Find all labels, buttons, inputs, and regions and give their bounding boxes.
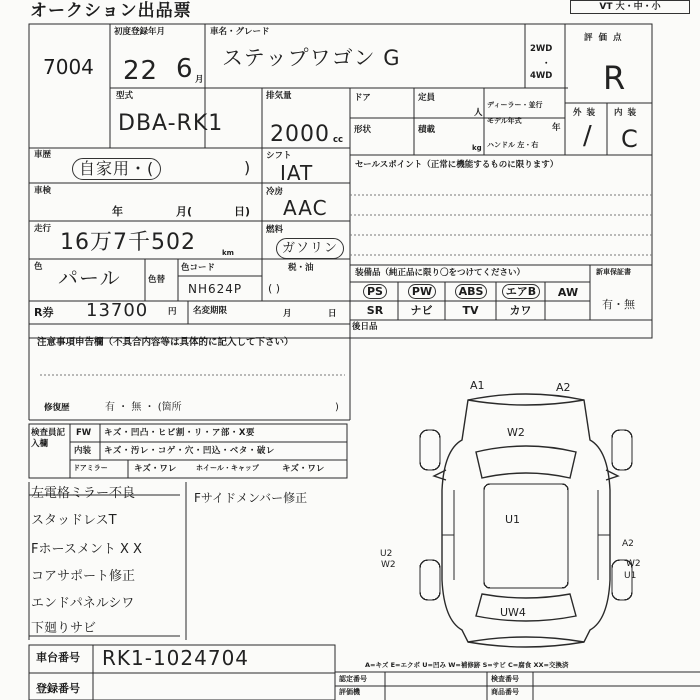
mark-w2-left: W2 [381,560,396,570]
sales-points-label: セールスポイント（正常に機能するものに限ります） [355,160,559,170]
name-change-month: 月 [283,309,292,319]
inspector-label: 検査員記入欄 [31,428,66,450]
new-car-warranty-label: 新車保証書 [596,268,631,276]
bottom-label-3: 検査番号 [491,675,519,683]
mileage-value: 16万7千502 [60,230,196,255]
r-ticket-value: 13700 [86,300,149,321]
color-label: 色 [34,262,43,272]
inspection-month: 月( [176,205,193,218]
note-line-5: エンドパネルシワ [31,596,135,611]
first-registration-month: 6 [176,54,194,84]
evaluation-score: R [603,59,627,97]
equip-sr: SR [366,304,384,317]
mark-w2-right: W2 [626,559,641,569]
new-car-warranty-value: 有・無 [602,298,635,311]
inspection-label: 車検 [34,186,52,196]
bottom-label-4: 商品番号 [491,688,519,696]
equip-airbag: エアB [499,286,543,297]
name-change-day: 日 [328,309,337,319]
tax-label: 税・油 [288,263,314,273]
inspection-year: 年 [112,205,123,218]
repair-history-label: 修復歴 [44,403,70,413]
displacement-unit: cc [333,135,344,145]
note-line-6: 下廻りサビ [31,621,97,636]
capacity-unit: 人 [474,108,483,118]
damage-legend: A=キズ E=エクボ U=凹み W=補修跡 S=サビ C=腐食 XX=交換済 [365,661,569,669]
interior-label: 内装 [614,108,642,118]
r-ticket-label: R券 [34,306,54,319]
car-name-label: 車名・グレード [210,27,270,37]
inspector-mirror-label: ドアミラー [73,464,108,472]
load-label: 積載 [418,125,436,135]
color-code-value: NH624P [188,282,243,296]
inspector-wheel-text: キズ・ワレ [282,464,325,474]
inspector-mirror-text: キズ・ワレ [134,464,177,474]
displacement-label: 排気量 [266,91,292,101]
month-suffix: 月 [195,75,204,85]
shape-label: 形状 [354,125,372,135]
mark-a2: A2 [556,381,571,394]
model-label: 型式 [116,91,134,101]
inspection-day: 日) [234,205,251,218]
vehicle-type-value: 自家用・( [72,158,161,180]
car-name-value: ステップワゴン G [222,46,401,70]
mark-u1-roof: U1 [505,513,521,526]
interior-score: C [621,125,639,153]
note-line-4: コアサポート修正 [31,569,136,584]
equipment-label: 装備品（純正品に限り〇をつけてください） [355,268,526,278]
note-line-2: スタッドレスT [31,513,117,528]
repair-history-close: ) [335,402,339,413]
load-unit: kg [472,144,482,152]
dealer-label: ディーラー・並行 [487,101,543,109]
door-label: ドア [354,93,371,103]
mileage-unit: km [222,249,234,257]
chassis-value: RK1-1024704 [102,646,250,670]
equip-leather: カワ [509,304,532,317]
mark-a1: A1 [470,379,485,392]
equip-ps: PS [357,286,393,297]
lot-number: 7004 [43,55,94,79]
exterior-label: 外装 [573,108,601,118]
equip-pw: PW [402,286,442,297]
displacement-value: 2000 [270,122,330,147]
note-line-1: 左電格ミラー不良 [31,486,136,501]
first-registration-year: 22 [123,56,159,86]
equip-aw: AW [557,286,579,299]
aircon-label: 冷房 [266,187,284,197]
tax-value: ( ) [268,282,281,295]
chassis-label: 車台番号 [36,651,80,664]
mileage-label: 走行 [34,224,52,234]
car-damage-diagram [398,380,654,650]
inspector-interior-label: 内装 [74,446,92,456]
color-value: パール [58,266,121,290]
color-code-label: 色コード [181,263,216,273]
rear-items-label: 後日品 [352,322,378,332]
model-year-label: モデル年式 [487,117,522,125]
note-line-3: Fホースメント X X [31,542,142,557]
fuel-value: ガソリン [276,238,344,259]
mark-a2-right: A2 [622,539,634,549]
inspector-wheel-label: ホイール・キャップ [196,464,259,472]
aircon-value: AAC [283,196,328,220]
vehicle-type-close: ) [244,158,252,177]
notes-label: 注意事項申告欄（不具合内容等は具体的に記入して下さい） [37,337,294,348]
model-value: DBA-RK1 [118,111,224,136]
r-ticket-unit: 円 [168,307,177,317]
mark-u1-right: U1 [624,571,637,581]
capacity-label: 定員 [418,93,436,103]
evaluation-label: 評価点 [584,33,628,43]
bottom-label-2: 評価機 [339,688,360,696]
drive-dot: ・ [542,59,551,69]
exterior-score: / [583,121,593,151]
bottom-label-1: 認定番号 [339,675,367,683]
sheet-title: オークション出品票 [30,1,192,21]
two-wd-label: 2WD [530,44,553,54]
equip-tv: TV [462,304,479,317]
note-right: Fサイドメンバー修正 [194,491,308,505]
vehicle-history-label: 車歴 [34,150,52,160]
inspector-fw-text: キズ・凹凸・ヒビ割・リ・ア部・X要 [104,428,255,438]
repair-history-options: 有 ・ 無 ・ (箇所 [105,402,182,413]
shift-value: IAT [280,161,314,185]
mark-uw4: UW4 [500,606,526,619]
inspector-interior-text: キズ・汚レ・コゲ・穴・凹込・ベタ・破レ [104,446,275,456]
registration-label: 登録番号 [36,682,80,695]
name-change-label: 名変期限 [193,306,228,316]
equip-navi: ナビ [410,304,433,317]
mark-u2-left: U2 [380,549,393,559]
size-class-box: VT 大・中・小 [570,0,690,14]
inspector-fw-label: FW [76,428,92,438]
fuel-label: 燃料 [266,225,284,235]
handle-label: ハンドル 左・右 [487,141,539,149]
first-registration-label: 初度登録年月 [114,27,166,37]
equip-abs: ABS [449,286,493,297]
color-change-label: 色替 [148,275,166,285]
model-year-unit: 年 [552,123,561,133]
mark-w2-hood: W2 [507,426,525,439]
four-wd-label: 4WD [530,71,553,81]
shift-label: シフト [266,151,292,161]
